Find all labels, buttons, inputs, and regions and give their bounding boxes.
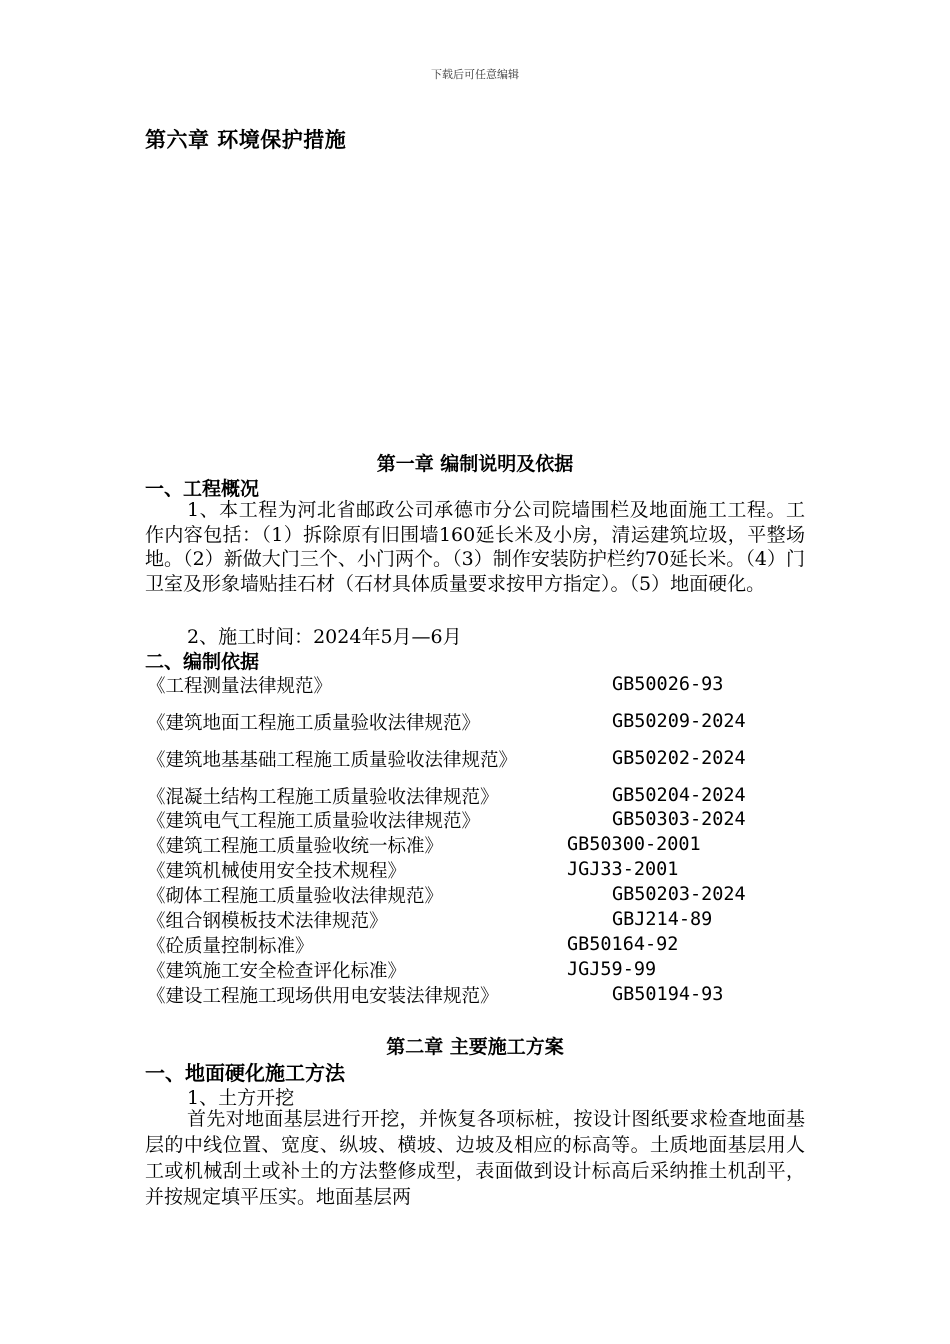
chapter-1-title: 第一章 编制说明及依据 <box>376 453 574 475</box>
standard-code: GB50194-93 <box>612 984 724 1005</box>
standard-code: GB50300-2001 <box>567 834 701 855</box>
standard-code: GB50164-92 <box>567 934 679 955</box>
standard-name: 《建设工程施工现场供用电安装法律规范》 <box>147 986 499 1007</box>
section-ground-hardening: 一、地面硬化施工方法 <box>145 1061 345 1085</box>
standard-name: 《建筑工程施工质量验收统一标准》 <box>147 836 444 857</box>
standard-code: GB50209-2024 <box>612 711 746 732</box>
standard-code: GB50203-2024 <box>612 884 746 905</box>
project-overview-paragraph: 1、本工程为河北省邮政公司承德市分公司院墙围栏及地面施工工程。工作内容包括：（1）拆除原有旧围墙160延长米及小房，清运建筑垃圾，平整场地。（2）新做大门三个、小门两个。（3）制作安装防护栏约70延长米。（4）门卫室及形象墙贴挂石材（石材具体质量要求按甲方指定）。（5）地面硬化。 <box>145 499 805 595</box>
earthwork-item: 1、土方开挖 <box>187 1087 295 1109</box>
section-project-overview: 一、工程概况 <box>145 478 260 500</box>
standard-code: GB50204-2024 <box>612 785 746 806</box>
standard-name: 《砌体工程施工质量验收法律规范》 <box>147 886 444 907</box>
standard-code: GBJ214-89 <box>612 909 713 930</box>
chapter-2-title: 第二章 主要施工方案 <box>386 1036 564 1058</box>
standard-name: 《组合钢模板技术法律规范》 <box>147 911 388 932</box>
standard-name: 《建筑电气工程施工质量验收法律规范》 <box>147 811 481 832</box>
standard-code: GB50202-2024 <box>612 748 746 769</box>
standard-name: 《建筑施工安全检查评化标准》 <box>147 961 407 982</box>
standard-name: 《工程测量法律规范》 <box>147 676 333 697</box>
section-basis: 二、编制依据 <box>145 651 260 673</box>
standard-name: 《建筑机械使用安全技术规程》 <box>147 861 407 882</box>
standard-code: GB50026-93 <box>612 674 724 695</box>
standard-name: 《建筑地基基础工程施工质量验收法律规范》 <box>147 750 518 771</box>
page-header: 下载后可任意编辑 <box>431 68 519 81</box>
earthwork-paragraph: 首先对地面基层进行开挖，并恢复各项标桩，按设计图纸要求检查地面基层的中线位置、宽度、纵坡、横坡、边坡及相应的标高等。土质地面基层用人工或机械刮土或补土的方法整修成型，表面做到设计标高后采纳推土机刮平，并按规定填平压实。地面基层两 <box>145 1108 805 1208</box>
standard-name: 《建筑地面工程施工质量验收法律规范》 <box>147 713 481 734</box>
standard-name: 《砼质量控制标准》 <box>147 936 314 957</box>
construction-time: 2、施工时间：2024年5月—6月 <box>187 626 462 648</box>
standard-code: JGJ59-99 <box>567 959 657 980</box>
standard-name: 《混凝土结构工程施工质量验收法律规范》 <box>147 787 499 808</box>
standard-code: GB50303-2024 <box>612 809 746 830</box>
chapter-6-title: 第六章 环境保护措施 <box>145 128 347 152</box>
standard-code: JGJ33-2001 <box>567 859 679 880</box>
